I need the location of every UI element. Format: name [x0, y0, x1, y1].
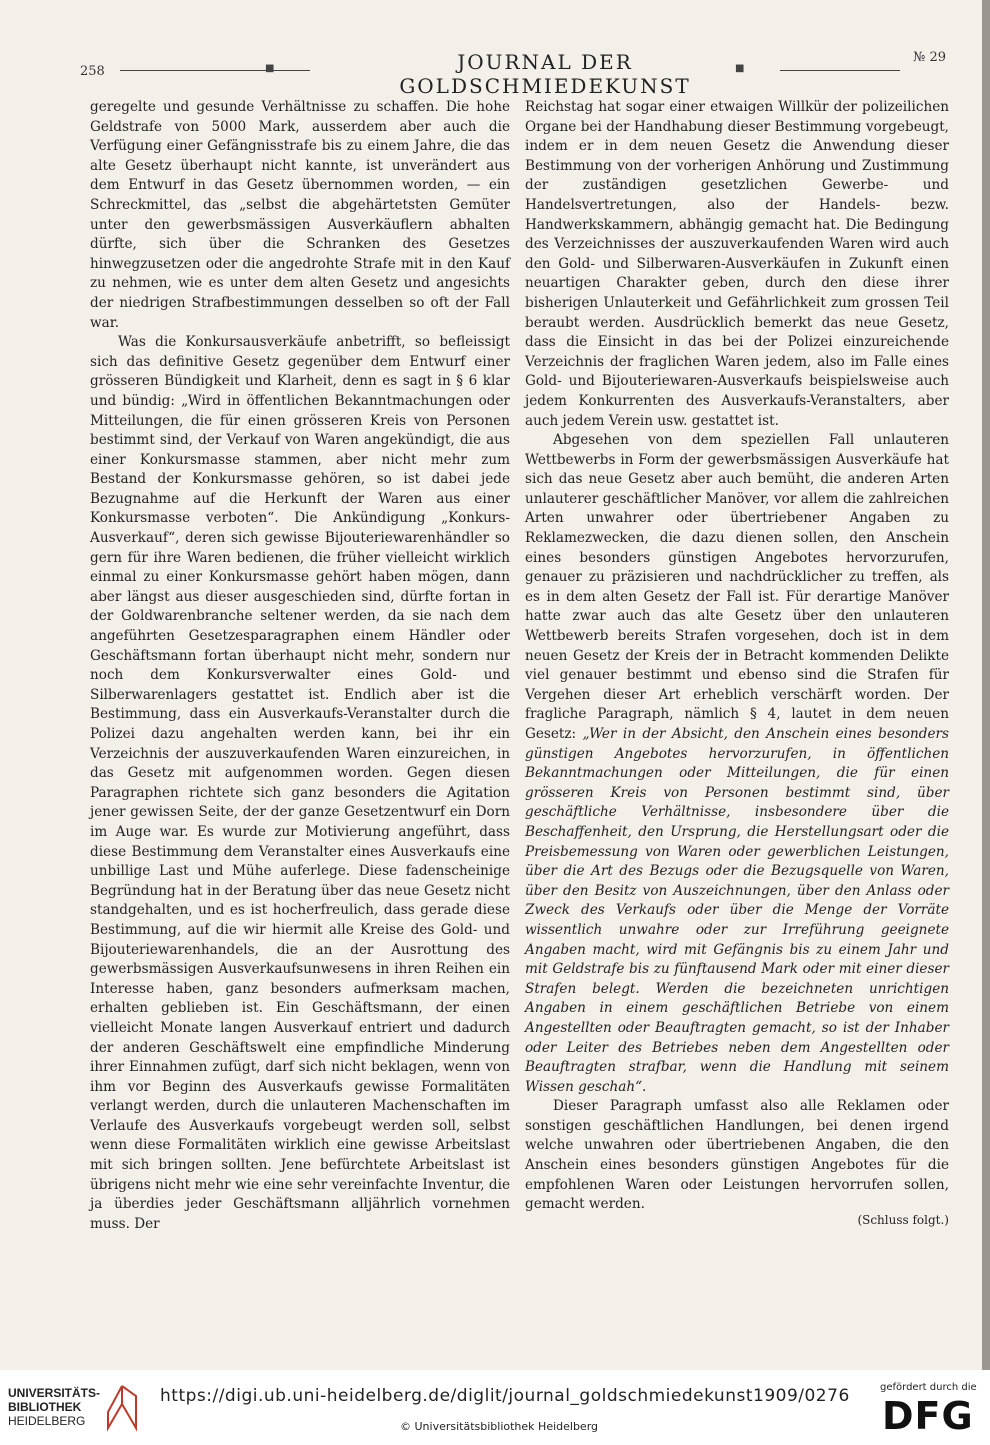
journal-title: JOURNAL DER GOLDSCHMIEDEKUNST: [399, 50, 691, 98]
right-paragraph-2-lead: Abgesehen von dem speziellen Fall unlauteren Wettbewerbs in Form der gewerbsmässigen Ausverkäufe hat sich das neue Gesetz aber auch bemüht, die anderen Arten unlauterer geschäftlicher Manöver, vor allem die zahlreichen Arten unwahrer oder übertriebener Angaben zu Reklamezwecken, die dazu dienen sollen, den Anschein eines besonders günstigen Angebotes hervorzurufen, genauer zu präzisieren und nachdrücklicher zu treffen, als es in dem alten Gesetz der Fall ist. Für derartige Manöver hatte zwar auch das alte Gesetz über den unlauteren Wettbewerb bereits Strafen vorgesehen, doch ist in dem neuen Gesetz der Kreis der in Betracht kommenden Delikte viel genauer bestimmt und ebenso sind die Strafen für Vergehen dieser Art erheblich verschärft worden. Der fragliche Paragraph, nämlich § 4, lautet in dem neuen Gesetz:: [525, 432, 949, 742]
library-name: [8, 1386, 100, 1428]
library-logo-icon: [100, 1382, 140, 1432]
ornament-left-icon: ■: [265, 63, 275, 74]
issue-number: № 29: [913, 50, 946, 65]
left-column: [90, 98, 510, 1234]
right-paragraph-1: Reichstag hat sogar einer etwaigen Willkür der polizeilichen Organe bei der Handhabung dieser Bestimmung vorgebeugt, indem er in dem neuen Gesetz die Anwendung dieser Bestimmung von der vorherigen Anhörung und Zustimmung der zuständigen gesetzlichen Gewerbe- und Handelsvertretungen, also der Handels- bezw. Handwerkskammern, abhängig gemacht hat. Die Bedingung des Verzeichnisses der auszuverkaufenden Waren wird auch den Gold- und Silberwaren-Ausverkäufen in Zukunft einen neuartigen Charakter geben, durch den diese ihrer bisherigen Unlauterkeit und Gefährlichkeit zum grossen Teil beraubt werden. Ausdrücklich bemerkt das neue Gesetz, dass die Einsicht in das bei der Polizei einzureichende Verzeichnis der fraglichen Waren jedem, also im Falle eines Gold- und Bijouteriewaren-Ausverkaufs beispielsweise auch jedem Konkurrenten des Ausverkaufs-Veranstalters, aber auch jedem Verein usw. gestattet ist.: [525, 99, 949, 429]
page-header: [80, 46, 946, 98]
ornament-right-icon: ■: [735, 63, 745, 74]
permalink-url[interactable]: https://digi.ub.uni-heidelberg.de/diglit/journal_goldschmiedekunst1909/0276: [160, 1386, 850, 1406]
right-column: [525, 98, 949, 1230]
page-number: 258: [80, 64, 105, 79]
library-line-3: HEIDELBERG: [8, 1414, 86, 1428]
funder-note: gefördert durch die: [880, 1382, 977, 1393]
left-paragraph-1: geregelte und gesunde Verhältnisse zu schaffen. Die hohe Geldstrafe von 5000 Mark, ausserdem aber auch die Verfügung einer Gefängnisstrafe bis zu einem Jahre, die das alte Gesetz überhaupt nicht kannte, ist unverändert aus dem Entwurf in das Gesetz übernommen worden, — ein Schreckmittel, das „selbst die abgehärtetsten Gemüter unter den gewerbsmässigen Ausverkäuflern abhalten dürfte, sich über die Schranken des Gesetzes hinwegzusetzen oder die angedrohte Strafe mit in den Kauf zu nehmen, wie es unter dem alten Gesetz und angesichts der niedrigen Strafbestimmungen desselben so oft der Fall war.: [90, 99, 510, 331]
right-paragraph-2: [525, 431, 949, 1097]
copyright-notice: © Universitätsbibliothek Heidelberg: [400, 1420, 599, 1433]
continued-note: (Schluss folgt.): [857, 1212, 949, 1227]
library-line-2: BIBLIOTHEK: [8, 1400, 82, 1414]
library-line-1: UNIVERSITÄTS-: [8, 1386, 101, 1400]
law-quote: „Wer in der Absicht, den Anschein eines besonders günstigen Angebotes hervorzurufen, in öffentlichen Bekanntmachungen oder Mitteilungen, die für einen grösseren Kreis von Personen bestimmt sind, über geschäftliche Verhältnisse, insbesondere über die Beschaffenheit, den Ursprung, die Herstellungsart oder die Preisbemessung von Waren oder gewerblichen Leistungen, über die Art des Bezugs oder die Bezugsquelle von Waren, über den Besitz von Auszeichnungen, über den Anlass oder Zweck des Verkaufs oder über die Menge der Vorräte wissentlich unwahre oder zur Irreführung geeignete Angaben macht, wird mit Gefängnis bis zu einem Jahr und mit Geldstrafe bis zu fünftausend Mark oder mit einer dieser Strafen belegt. Werden die bezeichneten unrichtigen Angaben in einem geschäftlichen Betriebe von einem Angestellten oder Beauftragten gemacht, so ist der Inhaber oder Leiter des Betriebes neben dem Angestellten oder Beauftragten strafbar, wenn die Handlung mit seinem Wissen geschah“.: [525, 726, 949, 1095]
header-rule-right: [780, 70, 900, 71]
right-paragraph-3: Dieser Paragraph umfasst also alle Reklamen oder sonstigen geschäftlichen Handlungen, bei denen irgend welche unwahren oder übertriebenen Angaben, die den Anschein eines besonders günstigen Angebotes für die empfohlenen Waren oder Leistungen hervorrufen sollen, gemacht werden.: [525, 1098, 949, 1213]
footer-bar: [0, 1370, 990, 1445]
header-rule-left: [120, 70, 310, 71]
dfg-logo: DFG: [882, 1394, 974, 1438]
left-paragraph-2: Was die Konkursausverkäufe anbetrifft, so befleissigt sich das definitive Gesetz gegenüber dem Entwurf einer grösseren Bündigkeit und Klarheit, denn es sagt in § 6 klar und bündig: „Wird in öffentlichen Bekanntmachungen oder Mitteilungen, die für einen grösseren Kreis von Personen bestimmt sind, der Verkauf von Waren angekündigt, die aus einer Konkursmasse stammen, aber nicht mehr zum Bestand der Konkursmasse gehören, so ist dabei jede Bezugnahme auf die Herkunft der Waren aus einer Konkursmasse verboten“. Die Ankündigung „Konkurs-Ausverkauf“, deren sich gewisse Bijouteriewarenhändler so gern für ihre Waren bedienen, die früher vielleicht wirklich einmal zu einer Konkursmasse gehört haben mögen, dann aber längst aus dieser ausgeschieden sind, dürfte fortan in der Goldwarenbranche seltener werden, da sie nach dem angeführten Gesetzesparagraphen einem Händler oder Geschäftsmann fortan überhaupt nicht mehr, sondern nur noch dem Konkursverwalter eines Gold- und Silberwarenlagers gestattet ist. Endlich aber ist die Bestimmung, dass ein Ausverkaufs-Veranstalter durch die Polizei dazu angehalten werden kann, bei ihr ein Verzeichnis der auszuverkaufenden Waren einzureichen, in das Gesetz mit aufgenommen worden. Gegen diesen Paragraphen richtete sich ganz besonders die Agitation jener gewissen Seite, der der ganze Gesetzentwurf ein Dorn im Auge war. Es wurde zur Motivierung angeführt, dass diese Bestimmung dem Veranstalter eines Ausverkaufs eine unbillige Last und Mühe auferlege. Diese fadenscheinige Begründung hat in der Beratung über das neue Gesetz nicht standgehalten, und es ist hocherfreulich, dass gerade diese Bestimmung, auf die wir hiermit alle Kreise des Gold- und Bijouteriewarenhandels, die an der Ausrottung des gewerbsmässigen Ausverkaufsunwesens in ihren Reihen ein Interesse haben, ganz besonders aufmerksam machen, erhalten geblieben ist. Ein Geschäftsmann, der einen vielleicht Monate langen Ausverkauf entriert und dadurch der anderen Geschäftswelt eine empfindliche Minderung ihrer Einnahmen zufügt, darf sich nicht beklagen, wenn von ihm vor Beginn des Ausverkaufs gewisse Formalitäten verlangt werden, durch die unlauteren Machenschaften im Verlaufe des Ausverkaufs vorgebeugt werden soll, selbst wenn diese Formalitäten wirklich eine gewisse Arbeitslast mit sich bringen sollten. Jene befürchtete Arbeitslast ist übrigens nicht mehr wie eine sehr vereinfachte Inventur, die ja überdies jeder Geschäftsmann alljährlich vornehmen muss. Der: [90, 334, 510, 1232]
